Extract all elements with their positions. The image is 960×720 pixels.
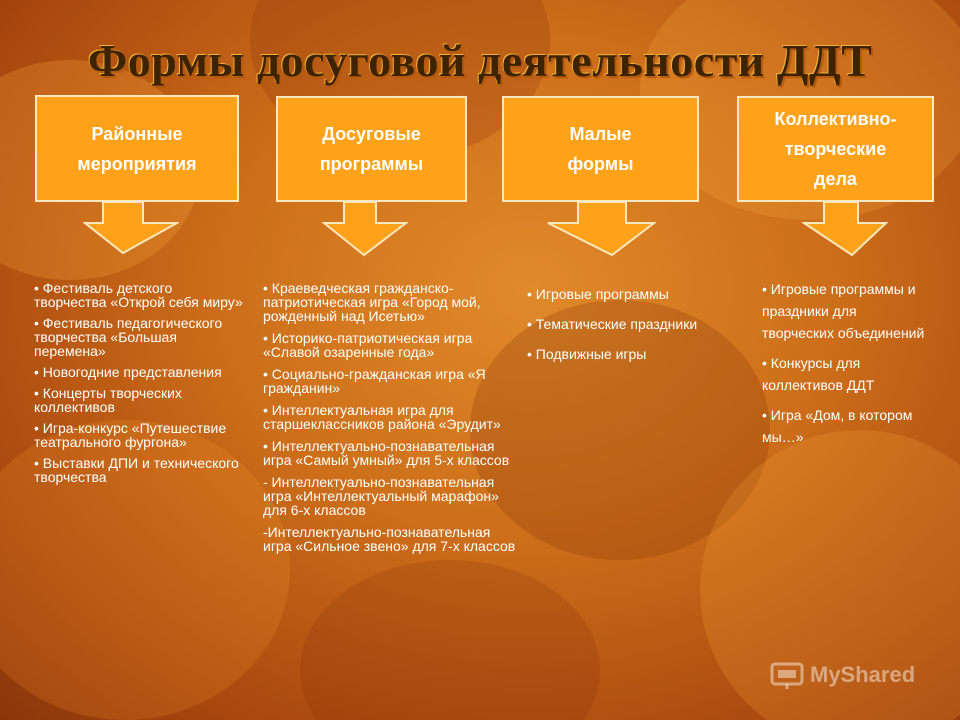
leaf-decoration [300,560,600,720]
down-arrow-icon [322,201,408,257]
leisure-programs-list [263,281,518,561]
list-item: • Подвижные игры [527,346,647,362]
list-item: • Игра «Дом, в котором мы…» [762,407,913,445]
list-item: • Фестиваль педагогического творчества «Большая перемена» [34,315,223,359]
list-item: • Социально-гражданская игра «Я гражданин» [263,366,486,396]
down-arrow-icon [546,201,656,257]
header-box-leisure-programs: Досуговые программы [276,96,467,202]
down-arrow-icon [802,201,888,257]
list-item: • Игровые программы [527,286,669,302]
list-item: • Фестиваль детского творчества «Открой себя миру» [34,280,243,310]
presentation-icon [770,660,804,690]
list-item: • Игра-конкурс «Путешествие театрального фургона» [34,420,227,450]
list-item: • Конкурсы для коллективов ДДТ [762,355,875,393]
header-box-small-forms: Малые формы [502,96,699,202]
header-box-district-events: Районные мероприятия [35,95,239,202]
watermark-text: MyShared [810,662,916,687]
list-item: -Интеллектуально-познавательная игра «Сильное звено» для 7-х классов [263,524,516,554]
list-item: • Интеллектуальная игра для старшеклассников района «Эрудит» [263,402,501,432]
list-item: • Выставки ДПИ и технического творчества [34,455,239,485]
page-title: Формы досуговой деятельности ДДТ [87,35,873,86]
list-item: - Интеллектуально-познавательная игра «Интеллектуальный марафон» для 6-х классов [263,474,499,518]
list-item: • Тематические праздники [527,316,698,332]
district-events-list [34,281,244,491]
list-item: • Новогодние представления [34,364,222,380]
list-item: • Историко-патриотическая игра «Славой озаренные года» [263,330,473,360]
list-item: • Интеллектуально-познавательная игра «Самый умный» для 5-х классов [263,438,510,468]
small-forms-list [527,283,717,373]
list-item: • Игровые программы и праздники для творческих объединений [762,281,925,341]
collective-creative-list [762,278,932,456]
list-item: • Краеведческая гражданско-патриотическая игра «Город мой, рожденный над Исетью» [263,280,481,324]
header-box-collective-creative: Коллективно- творческие дела [737,96,934,202]
down-arrow-icon [83,201,179,255]
list-item: • Концерты творческих коллективов [34,385,182,415]
watermark-logo [770,660,915,690]
